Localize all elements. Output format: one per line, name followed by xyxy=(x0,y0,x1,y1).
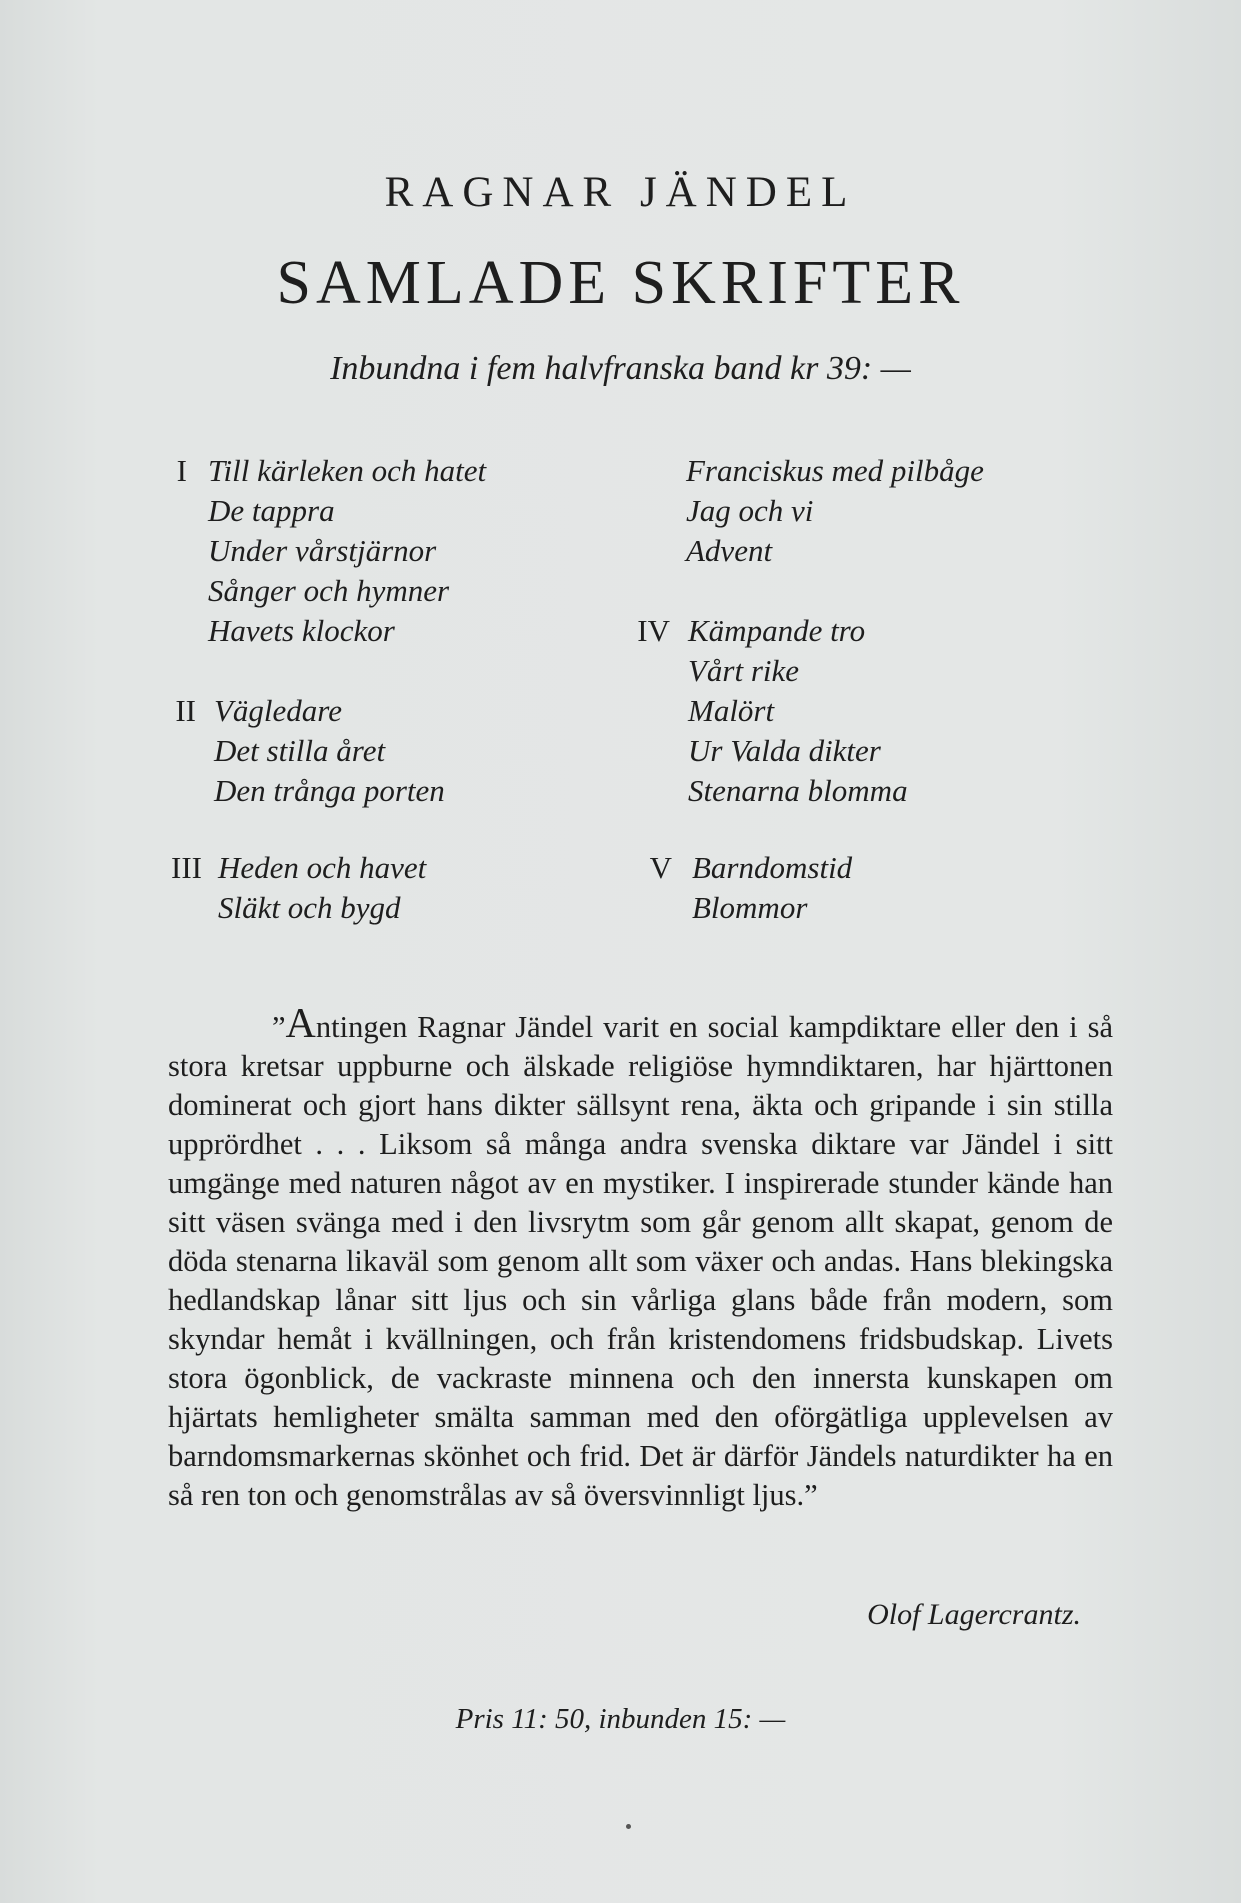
book-title: Till kärleken och hatet xyxy=(208,453,487,488)
binding-price-note: Inbundna i fem halvfranska band kr 39: — xyxy=(330,350,911,387)
book-title: Under vårstjärnor xyxy=(208,533,437,568)
book-title: Sånger och hymner xyxy=(208,573,450,608)
book-title: Vägledare xyxy=(214,693,342,728)
book-title: Advent xyxy=(686,533,773,568)
book-title: Släkt och bygd xyxy=(218,890,401,925)
volume-numeral: I xyxy=(176,453,187,488)
volume-numeral: V xyxy=(649,850,672,885)
author-name: RAGNAR JÄNDEL xyxy=(384,169,857,216)
book-title: De tappra xyxy=(208,493,335,528)
book-title: Det stilla året xyxy=(214,733,386,768)
ink-speck xyxy=(626,1824,631,1829)
quote-open-mark: ” xyxy=(272,1010,286,1044)
quote-signature: Olof Lagercrantz. xyxy=(867,1598,1081,1631)
volume-numeral: IV xyxy=(637,613,670,648)
quote-body: ntingen Ragnar Jändel varit en social kampdiktare eller den i så stora kretsar uppburne och älskade religiöse hymndiktaren, har hjärttonen dominerat och gjort hans dikter sällsynt rena, äkta och gripande i sin stilla upprördhet . . . Liksom så många andra svenska diktare var Jändel i sitt umgänge med naturen något av en mystiker. I inspirerade stunder kände han sitt väsen svänga med i den livsrytm som går genom allt skapat, genom de döda stenarna likaväl som genom allt som växer och andas. Hans blekingska hedlandskap lånar sitt ljus och sin vårliga glans både från modern, som skyndar hemåt i kvällningen, och från kristendomens fridsbudskap. Livets stora ögonblick, de vackraste minnena och den innersta kunskapen om hjärtats hemligheter smälta samman med den oförgätliga upplevelsen av barndomsmarkernas skönhet och frid. Det är därför Jändels naturdikter ha en så ren ton och genomstrålas av så översvinnligt ljus.” xyxy=(168,1010,1113,1512)
price-line: Pris 11: 50, inbunden 15: — xyxy=(455,1703,786,1735)
collection-title: SAMLADE SKRIFTER xyxy=(276,249,965,317)
book-title: Blommor xyxy=(692,890,808,925)
book-title: Malört xyxy=(688,693,775,728)
book-title: Havets klockor xyxy=(208,613,395,648)
book-title: Jag och vi xyxy=(686,493,814,528)
book-title: Stenarna blomma xyxy=(688,773,908,808)
volume-numeral: II xyxy=(175,693,196,728)
book-title: Heden och havet xyxy=(218,850,427,885)
book-title: Vårt rike xyxy=(688,653,800,688)
quote-initial-letter: A xyxy=(285,1001,316,1047)
volume-numeral: III xyxy=(171,850,202,885)
book-title: Barndomstid xyxy=(692,850,853,885)
book-title: Ur Valda dikter xyxy=(688,733,881,768)
book-title: Kämpande tro xyxy=(688,613,866,648)
book-title: Franciskus med pilbåge xyxy=(686,453,984,488)
review-quote xyxy=(168,1001,1113,1515)
book-title: Den trånga porten xyxy=(214,773,445,808)
